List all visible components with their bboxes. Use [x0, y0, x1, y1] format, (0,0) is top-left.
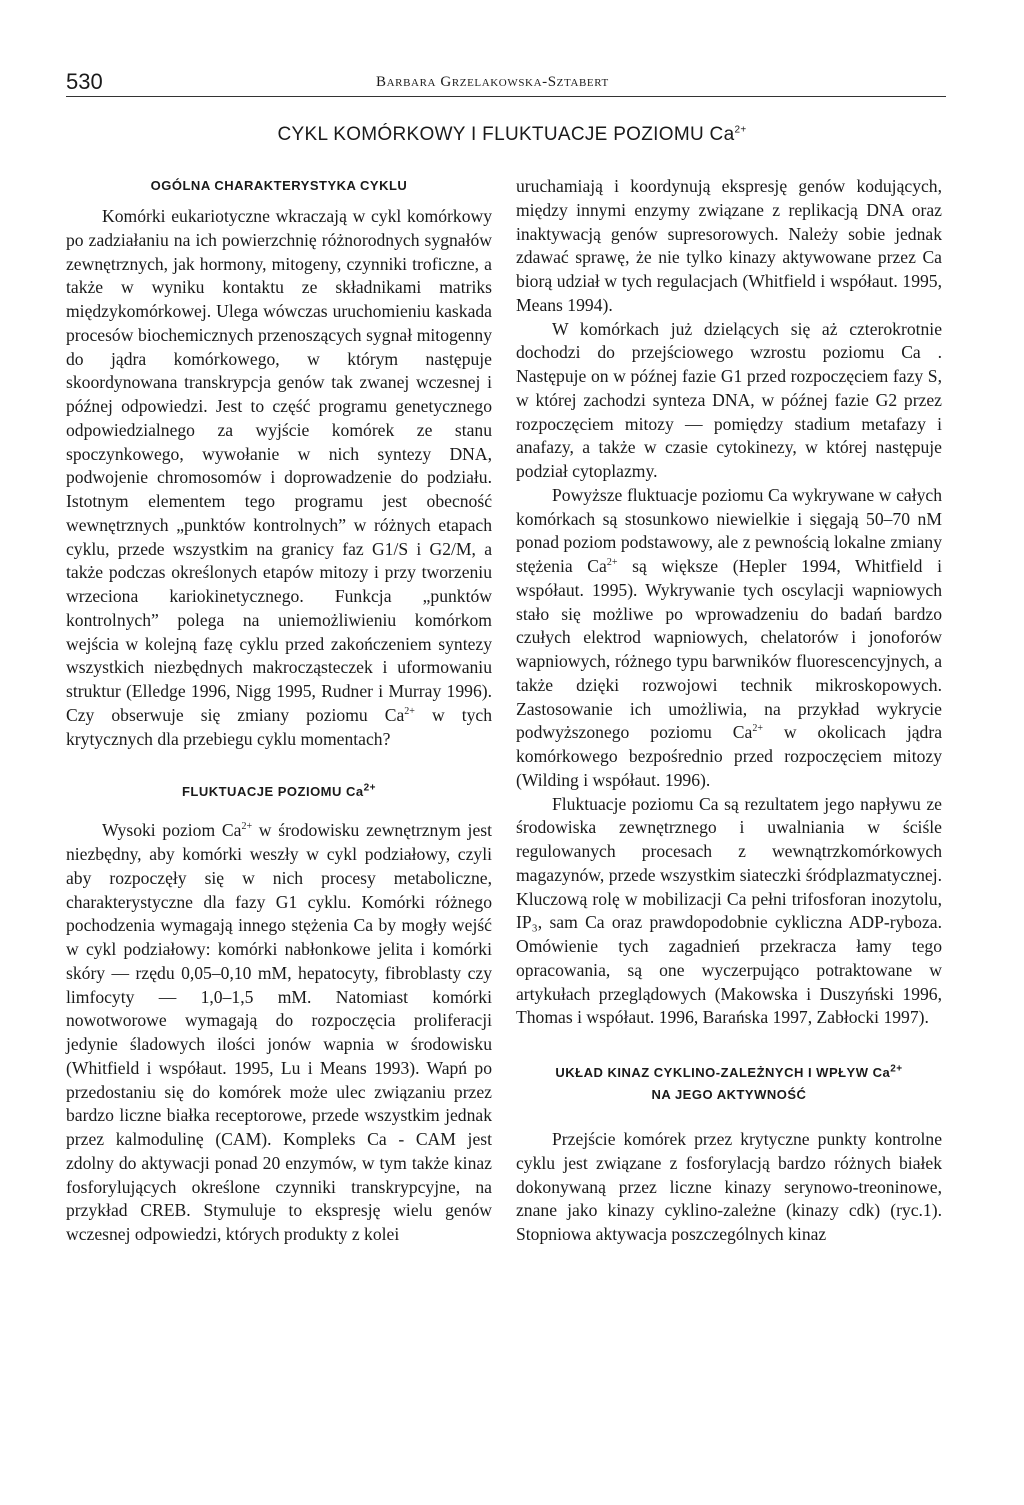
section-heading-fluctuations [66, 781, 492, 803]
superscript: 2+ [241, 821, 253, 833]
left-column [66, 175, 492, 1247]
section-heading-text: NA JEGO AKTYWNOŚĆ [651, 1087, 807, 1102]
article-title-text: CYKL KOMÓRKOWY I FLUKTUACJE POZIOMU Ca [277, 124, 735, 145]
page-header [66, 70, 946, 97]
article-title [0, 124, 1024, 146]
paragraph [516, 484, 942, 793]
paragraph-text: w okolicach jądra komórkowego bezpośrednio przed rozpoczęciem mitozy (Wilding i współaut. 1996). [516, 722, 942, 790]
section-heading-text: FLUKTUACJE POZIOMU Ca [181, 784, 364, 800]
paragraph-text: w środowisku zewnętrznym jest niezbędny, aby komórki weszły w cykl podziałowy, czyli aby rozpoczęły się w nich procesy metaboliczne, charakterystyczne dla fazy G1 cyklu. Komórki różnego pochodzenia wymagają innego stężenia Ca by mogły wejść w cykl podziałowy: komórki nabłonkowe jelita i komórki skóry — rzędu 0,05–0,10 mM, hepatocyty, fibroblasty czy limfocyty — 1,0–1,5 mM. Natomiast komórki nowotworowe wymagają do rozpoczęcia proliferacji jedynie śladowych ilości jonów wapnia w środowisku (Whitfield i współaut. 1995, Lu i Means 1993). Wapń po przedostaniu się do komórek może ulec związaniu przez bardzo liczne białka receptorowe, przede wszystkim jednak przez kalmodulinę (CAM). Kompleks Ca - CAM jest zdolny do aktywacji ponad 20 enzymów, w tym także kinaz fosforylujących określone czynniki transkrypcyjne, na przykład CREB. Stymuluje to ekspresję wielu genów wczesnej odpowiedzi, których produkty z kolei [66, 820, 492, 1244]
page-number: 530 [66, 69, 103, 94]
superscript: 2+ [890, 1063, 903, 1075]
paragraph [66, 819, 492, 1247]
paragraph: W komórkach już dzielących się aż czterokrotnie dochodzi do przejściowego wzrostu poziomu Ca . Następuje on w późnej fazie G1 przed rozpoczęciem fazy S, w której zachodzi synteza DNA, w późnej fazie G2 przez rozpoczęciem mitozy — pomiędzy stadium metafazy i anafazy, a także w czasie cytokinezy, w której następuje podział cytoplazmy. [516, 318, 942, 481]
paragraph: uruchamiają i koordynują ekspresję genów kodujących, między innymi enzymy związane z replikacją DNA oraz inaktywacją genów supresorowych. Należy sobie jednak zdawać sprawę, że nie tylko kinazy aktywowane przez Ca biorą udział w tych regulacjach (Whitfield i współaut. 1995, Means 1994). [516, 176, 942, 315]
section-heading-text: UKŁAD KINAZ CYKLINO-ZALEŻNYCH I WPŁYW Ca [555, 1065, 891, 1080]
right-column [516, 175, 942, 1247]
superscript: 2+ [752, 723, 763, 735]
article-title-sup: 2+ [734, 124, 747, 136]
superscript: 2+ [363, 782, 377, 794]
superscript: 2+ [606, 557, 618, 569]
paragraph-text: Powyższe fluktuacje poziomu Ca wykrywane w całych komórkach są stosunkowo niewielkie i sięgają 50–70 nM ponad poziom podstawowy, ale z pewnością lokalne zmiany stężenia Ca [516, 484, 942, 576]
section-heading-general: OGÓLNA CHARAKTERYSTYKA CYKLU [150, 178, 408, 193]
paragraph: Przejście komórek przez krytyczne punkty kontrolne cyklu jest związane z fosforylacją bardzo różnych białek dokonywaną przez liczne kinazy serynowo-treoninowe, znane jako kinazy cyklino-zależne (kinazy cdk) (ryc.1). Stopniowa aktywacja poszczególnych kinaz [516, 1129, 942, 1244]
section-heading-kinases [516, 1062, 942, 1106]
running-head: Barbara Grzelakowska-Sztabert [376, 74, 609, 90]
superscript: 2+ [404, 705, 415, 717]
paragraph-text: Wysoki poziom Ca [102, 820, 242, 841]
paragraph [66, 205, 492, 751]
paragraph-text: są większe (Hepler 1994, Whitfield i współaut. 1995). Wykrywanie tych oscylacji wapniowych stało się możliwe po wprowadzeniu do badań bardzo czułych elektrod wapniowych, chelatorów i jonoforów wapniowych, różnego typu barwników fluorescencyjnych, a także dzięki rozwojowi technik mikroskopowych. Zastosowanie ich umożliwia, na przykład wykrycie podwyższonego poziomu Ca [516, 556, 942, 743]
paragraph: Fluktuacje poziomu Ca są rezultatem jego napływu ze środowiska zewnętrznego i uwalniania w ściśle regulowanych procesach z wewnątrzkomórkowych magazynów, przede wszystkim siateczki śródplazmatycznej. Kluczową rolę w mobilizacji Ca pełni trifosforan inozytolu, IP₃, sam Ca oraz prawdopodobnie cykliczna ADP-ryboza. Omówienie tych zagadnień przekracza łamy tego opracowania, są one wyczerpująco potraktowane w artykułach przeglądowych (Makowska i Duszyński 1996, Thomas i współaut. 1996, Barańska 1997, Zabłocki 1997). [516, 793, 942, 1028]
paragraph-text: Komórki eukariotyczne wkraczają w cykl komórkowy po zadziałaniu na ich powierzchnię różnorodnych sygnałów zewnętrznych, jak hormony, mitogeny, czynniki troficzne, a także w wyniku kontaktu ze składnikami matriks międzykomórkowej. Ulega wówczas uruchomieniu kaskada procesów biochemicznych przenoszących sygnał mitogenny do jądra komórkowego, w którym następuje skoordynowana transkrypcja genów tak zwanej wczesnej i późnej odpowiedzi. Jest to część programu genetycznego odpowiedzialnego za wyjście komórek ze stanu spoczynkowego, wywołanie w nich syntezy DNA, podwojenie chromosomów i doprowadzenie do podziału. Istotnym elementem tego programu jest obecność wewnętrznych „punktów kontrolnych” w różnych etapach cyklu, przede wszystkim na granicy faz G1/S i G2/M, a także podczas określonych etapów mitozy i przy tworzeniu wrzeciona kariokinetycznego. Funkcja „punktów kontrolnych” polega na uniemożliwieniu komórkom wejścia w kolejną fazę cyklu przed zakończeniem syntezy wszystkich niezbędnych makrocząsteczek i uformowaniu struktur (Elledge 1996, Nigg 1995, Rudner i Murray 1996). Czy obserwuje się zmiany poziomu Ca [66, 206, 492, 725]
paragraph-text: w tych krytycznych dla przebiegu cyklu momentach? [66, 704, 492, 749]
